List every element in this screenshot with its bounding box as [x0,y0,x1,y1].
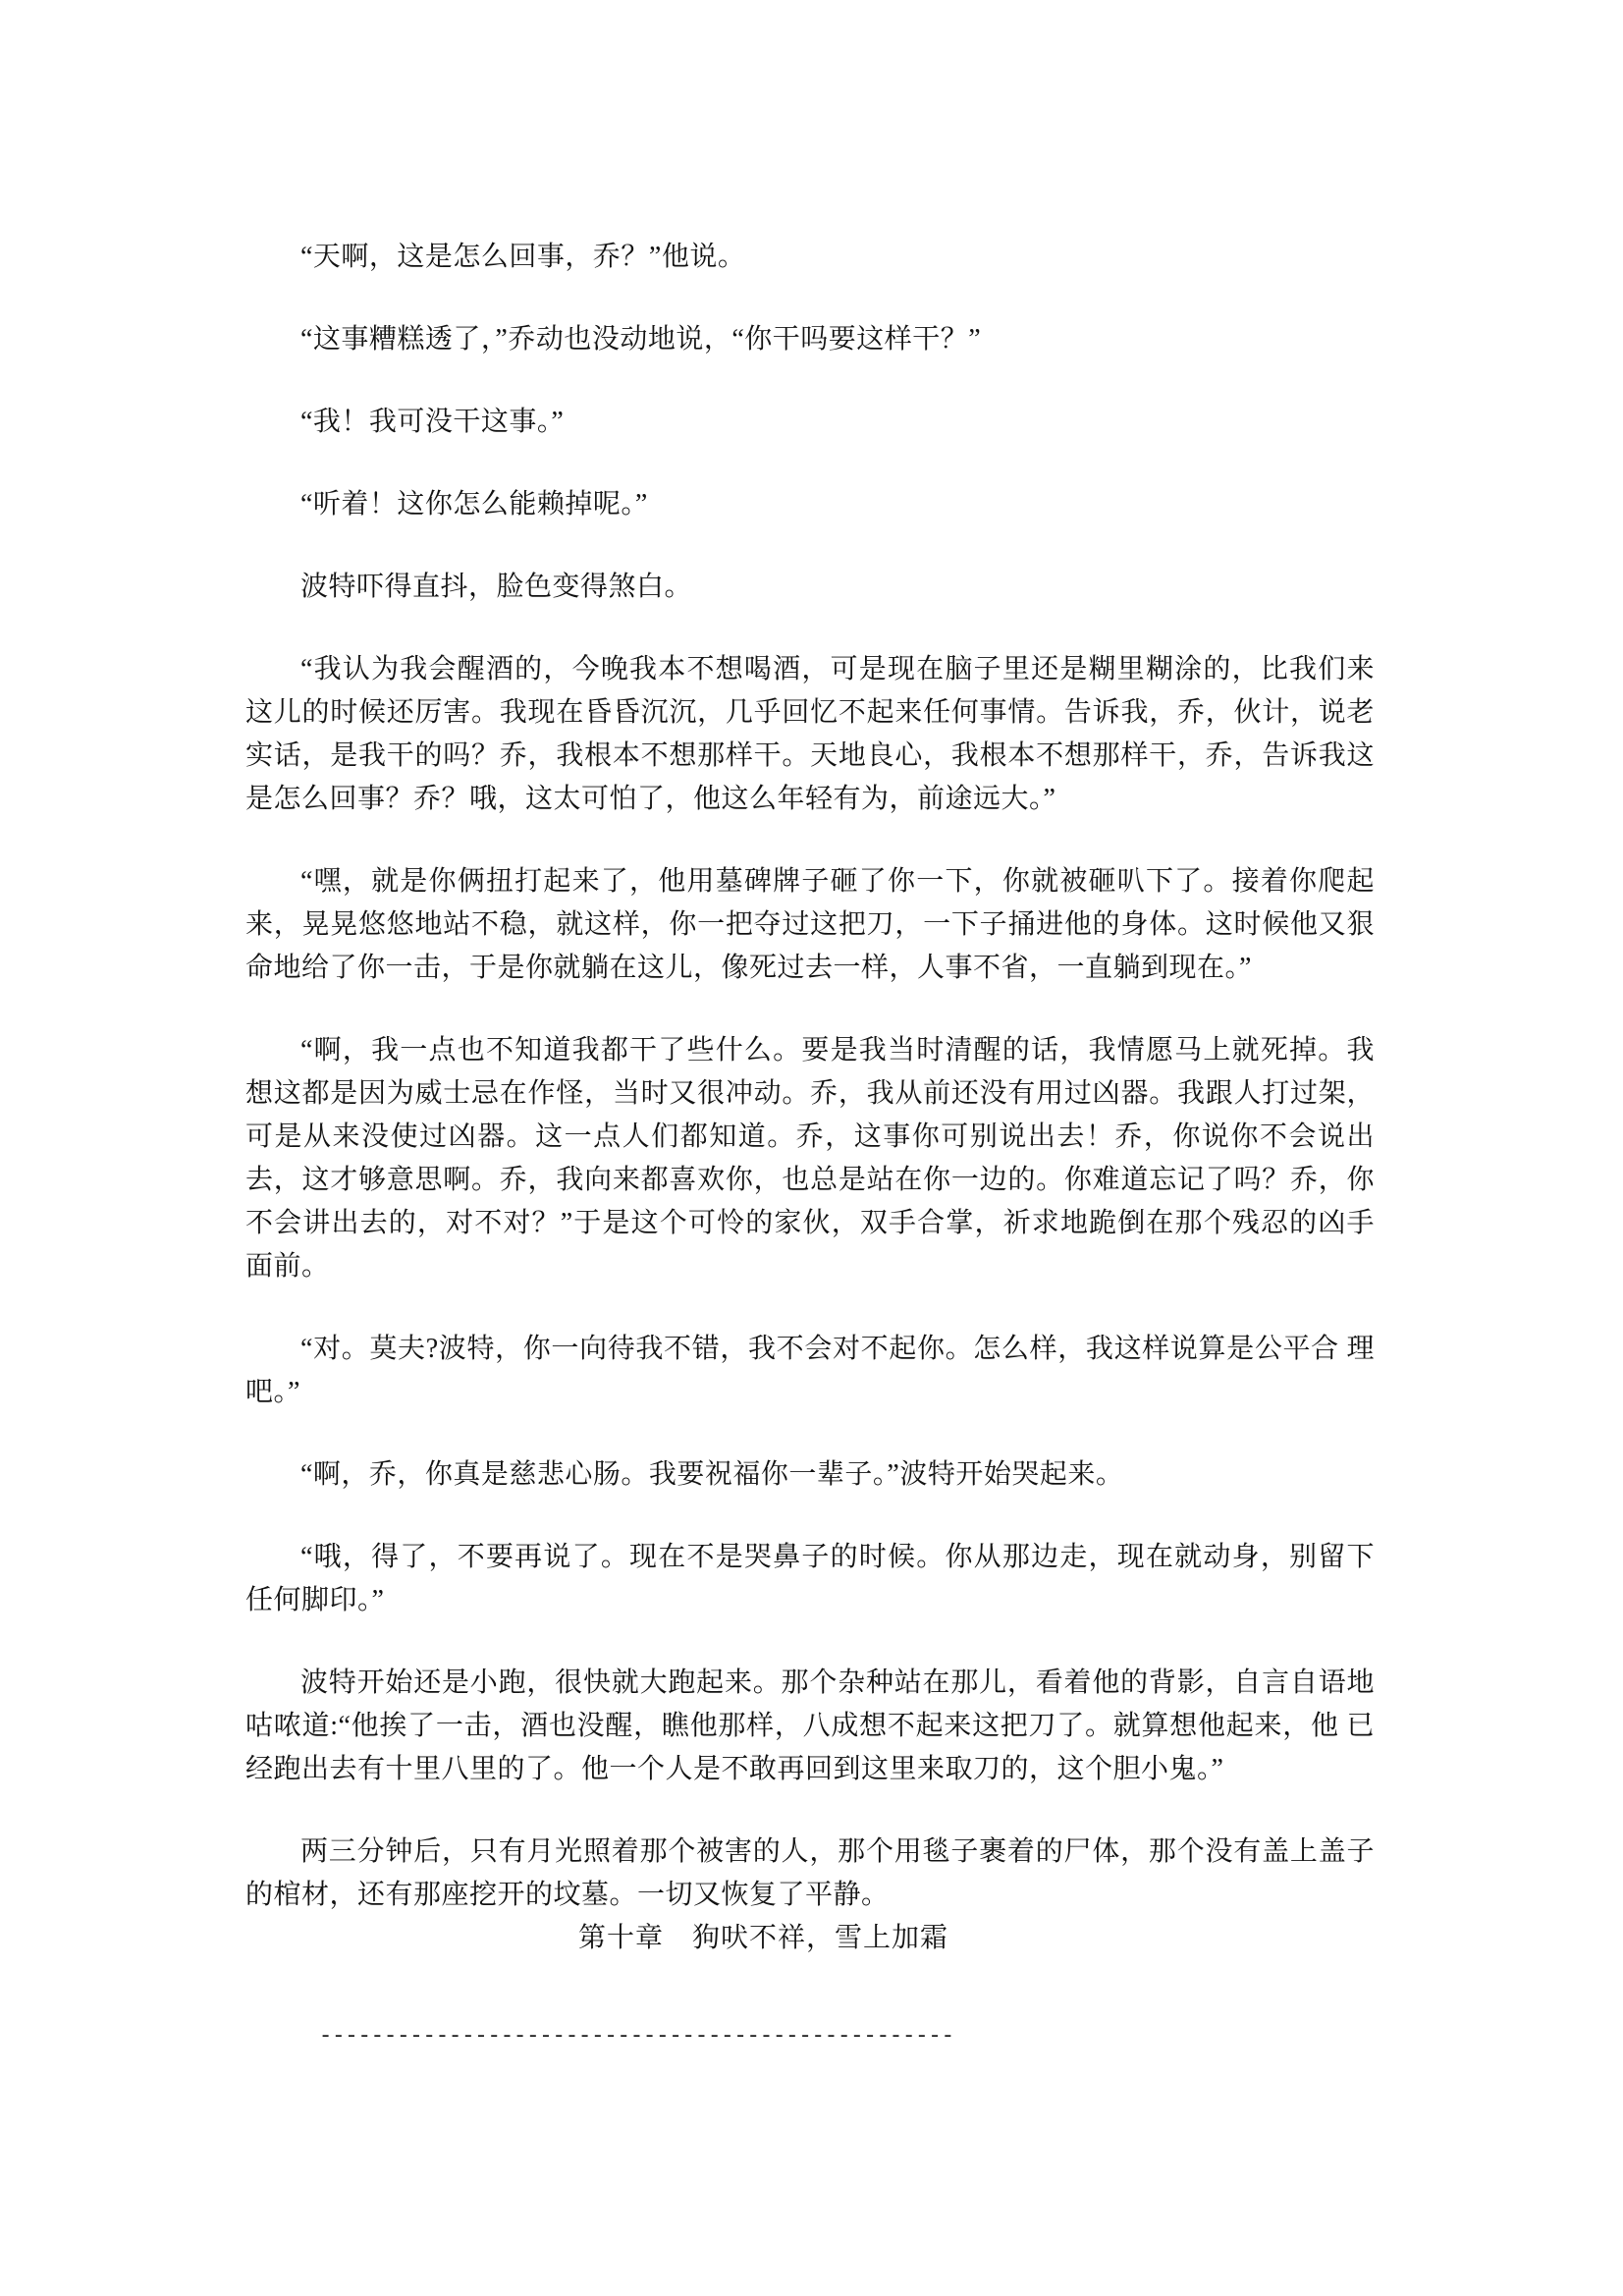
paragraph: “嘿，就是你俩扭打起来了，他用墓碑牌子砸了你一下，你就被砸叭下了。接着你爬起来，晃晃悠悠地站不稳，就这样，你一把夺过这把刀，一下子捅进他的身体。这时候他又狠命地给了你一击，于是你就躺在这儿，像死过去一样，人事不省，一直躺到现在。” [245,866,1375,983]
paragraph: “对。莫夫?波特，你一向待我不错，我不会对不起你。怎么样，我这样说算是公平合 理吧。” [245,1334,1375,1407]
paragraph: “哦，得了，不要再说了。现在不是哭鼻子的时候。你从那边走，现在就动身，别留下任何脚印。” [245,1542,1375,1615]
paragraph: “啊，乔，你真是慈悲心肠。我要祝福你一辈子。”波特开始哭起来。 [300,1459,1124,1490]
paragraph: “听着！这你怎么能赖掉呢。” [300,489,648,519]
paragraph: “这事糟糕透了，”乔动也没动地说，“你干吗要这样干？” [300,324,982,355]
paragraph: “我认为我会醒酒的，今晚我本不想喝酒，可是现在脑子里还是糊里糊涂的，比我们来这儿的时候还厉害。我现在昏昏沉沉，几乎回忆不起来任何事情。告诉我，乔，伙计，说老实话，是我干的吗？乔，我根本不想那样干。天地良心，我根本不想那样干，乔，告诉我这是怎么回事？乔？哦，这太可怕了，他这么年轻有为，前途远大。” [245,654,1375,814]
paragraph: “我！我可没干这事。” [300,407,565,437]
paragraph: 波特开始还是小跑，很快就大跑起来。那个杂种站在那儿，看着他的背影，自言自语地咕哝道:“他挨了一击，酒也没醒，瞧他那样，八成想不起来这把刀了。就算想他起来，他 已经跑出去有十里八里的了。他一个人是不敢再回到这里来取刀的，这个胆小鬼。” [245,1667,1375,1784]
paragraph: “啊，我一点也不知道我都干了些什么。要是我当时清醒的话，我情愿马上就死掉。我想这都是因为威士忌在作怪，当时又很冲动。乔，我从前还没有用过凶器。我跟人打过架，可是从来没使过凶器。这一点人们都知道。乔，这事你可别说出去！乔，你说你不会说出 去，这才够意思啊。乔，我向来都喜欢你，也总是站在你一边的。你难道忘记了吗？乔，你 不会讲出去的，对不对？”于是这个可怜的家伙，双手合掌，祈求地跪倒在那个残忍的凶手 面前。 [245,1035,1375,1282]
paragraph: “天啊，这是怎么回事，乔？”他说。 [300,242,746,272]
separator-dashes: ------------------------------------------------- [319,2024,954,2049]
paragraph: 两三分钟后，只有月光照着那个被害的人，那个用毯子裹着的尸体，那个没有盖上盖子的棺材，还有那座挖开的坟墓。一切又恢复了平静。 [245,1836,1375,1910]
chapter-heading: 第十章 狗吠不祥，雪上加霜 [577,1923,948,1953]
paragraph: 波特吓得直抖，脸色变得煞白。 [300,572,693,602]
text-block [245,236,1375,2058]
